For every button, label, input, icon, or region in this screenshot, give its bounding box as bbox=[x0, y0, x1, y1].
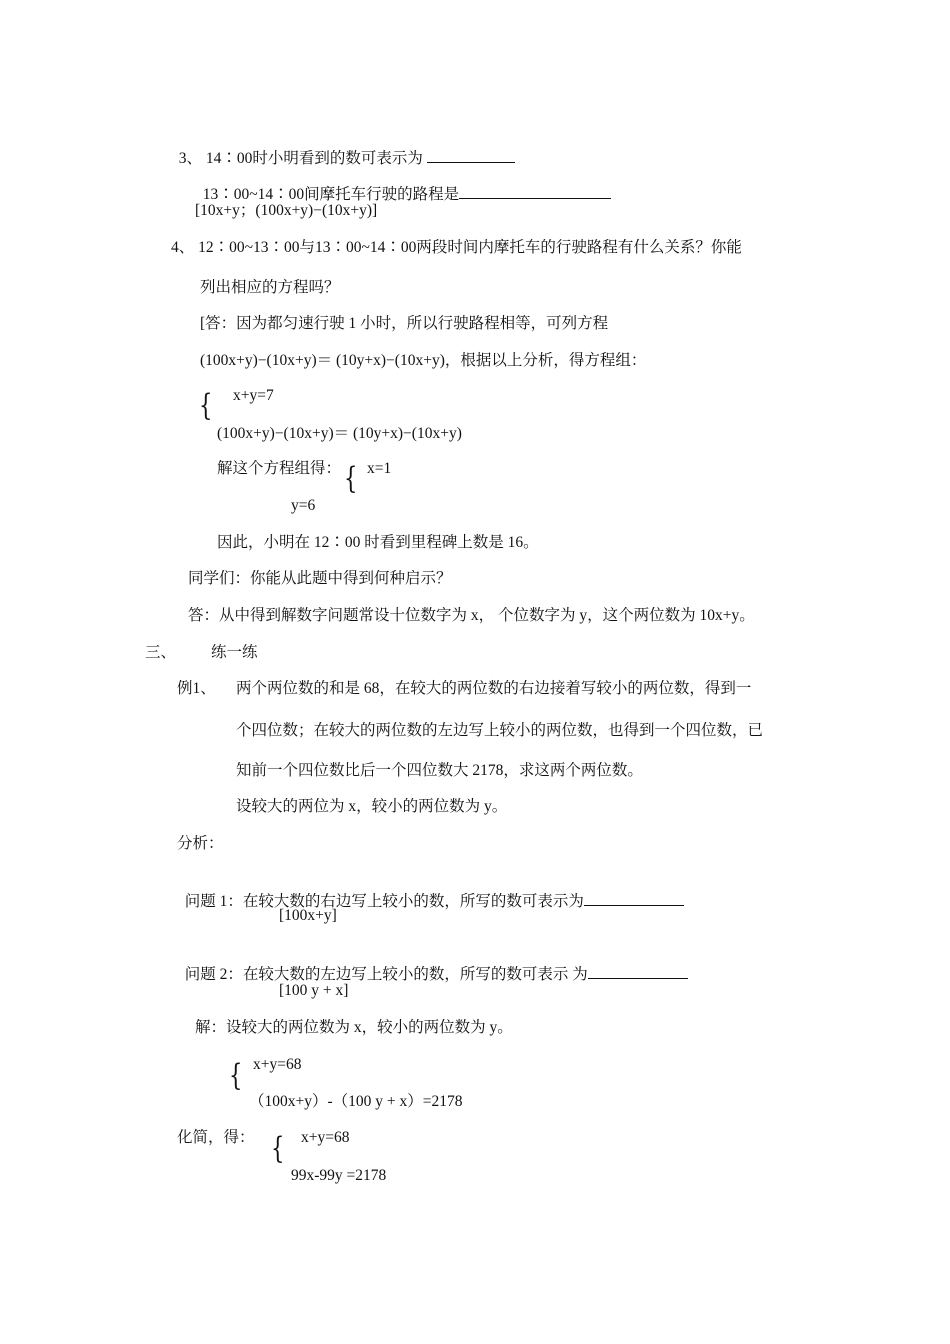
solution-eq2: （100x+y）-（100 y + x）=2178 bbox=[249, 1093, 463, 1110]
example-line1: 两个两位数的和是 68，在较大的两位数的右边接着写较小的两位数，得到一 bbox=[236, 680, 752, 697]
q3-answer: [10x+y；(100x+y)−(10x+y)] bbox=[195, 202, 378, 219]
example-line2: 个四位数；在较大的两位数的左边写上较小的两位数，也得到一个四位数，已 bbox=[236, 722, 764, 739]
section-title: 练一练 bbox=[211, 644, 258, 661]
solution-eq1: x+y=68 bbox=[253, 1056, 302, 1073]
q3-blank-1 bbox=[427, 148, 515, 163]
simplified-eq1: x+y=68 bbox=[301, 1129, 350, 1146]
left-brace-icon: { bbox=[199, 388, 213, 423]
q4-solution-x: x=1 bbox=[367, 460, 392, 477]
simplified-eq2: 99x-99y =2178 bbox=[291, 1167, 387, 1184]
analysis-answer-1: [100x+y] bbox=[279, 907, 337, 924]
analysis-question-1: 问题 1：在较大数的右边写上较小的数，所写的数可表示为 bbox=[177, 871, 684, 912]
q4-line1: 4、 12∶00~13∶00与13∶00~14∶00两段时间内摩托车的行驶路程有什么关系？你能 bbox=[171, 239, 742, 256]
q4-answer-line2: (100x+y)−(10x+y)＝ (10y+x)−(10x+y)，根据以上分析，得方程组： bbox=[200, 352, 647, 369]
example-line4: 设较大的两位为 x，较小的两位数为 y。 bbox=[236, 798, 508, 815]
analysis-blank-1 bbox=[584, 891, 684, 906]
q4-system-eq1: x+y=7 bbox=[233, 387, 274, 404]
q4-solve-label: 解这个方程组得： bbox=[217, 460, 342, 477]
reflection-question: 同学们：你能从此题中得到何种启示？ bbox=[188, 570, 452, 587]
left-brace-icon: { bbox=[271, 1131, 285, 1166]
q4-answer-line1: [答：因为都匀速行驶 1 小时，所以行驶路程相等，可列方程 bbox=[200, 315, 609, 332]
q3-line1: 3、 14∶00时小明看到的数可表示为 bbox=[171, 128, 515, 169]
analysis-label: 分析： bbox=[177, 835, 224, 852]
q4-conclusion: 因此，小明在 12∶00 时看到里程碑上数是 16。 bbox=[217, 534, 539, 551]
simplify-label: 化简，得： bbox=[177, 1129, 255, 1146]
analysis-blank-2 bbox=[588, 964, 688, 979]
section-number: 三、 bbox=[145, 644, 177, 661]
example-label: 例1、 bbox=[177, 680, 216, 697]
q4-solution-y: y=6 bbox=[291, 497, 316, 514]
reflection-answer: 答：从中得到解数字问题常设十位数字为 x， 个位数字为 y，这个两位数为 10x+y。 bbox=[188, 607, 755, 624]
solution-intro: 解：设较大的两位数为 x，较小的两位数为 y。 bbox=[195, 1019, 513, 1036]
example-line3: 知前一个四位数比后一个四位数大 2178，求这两个两位数。 bbox=[236, 762, 643, 779]
q3-line2: 13∶00~14∶00间摩托车行驶的路程是 bbox=[195, 164, 611, 205]
q3-blank-2 bbox=[459, 184, 611, 199]
analysis-question-2: 问题 2：在较大数的左边写上较小的数，所写的数可表示 为 bbox=[177, 944, 688, 985]
q4-system-eq2: (100x+y)−(10x+y)＝ (10y+x)−(10x+y) bbox=[217, 425, 462, 442]
analysis-answer-2: [100 y + x] bbox=[279, 982, 349, 999]
left-brace-icon: { bbox=[344, 461, 358, 496]
left-brace-icon: { bbox=[229, 1058, 243, 1093]
q4-line2: 列出相应的方程吗？ bbox=[200, 279, 340, 296]
